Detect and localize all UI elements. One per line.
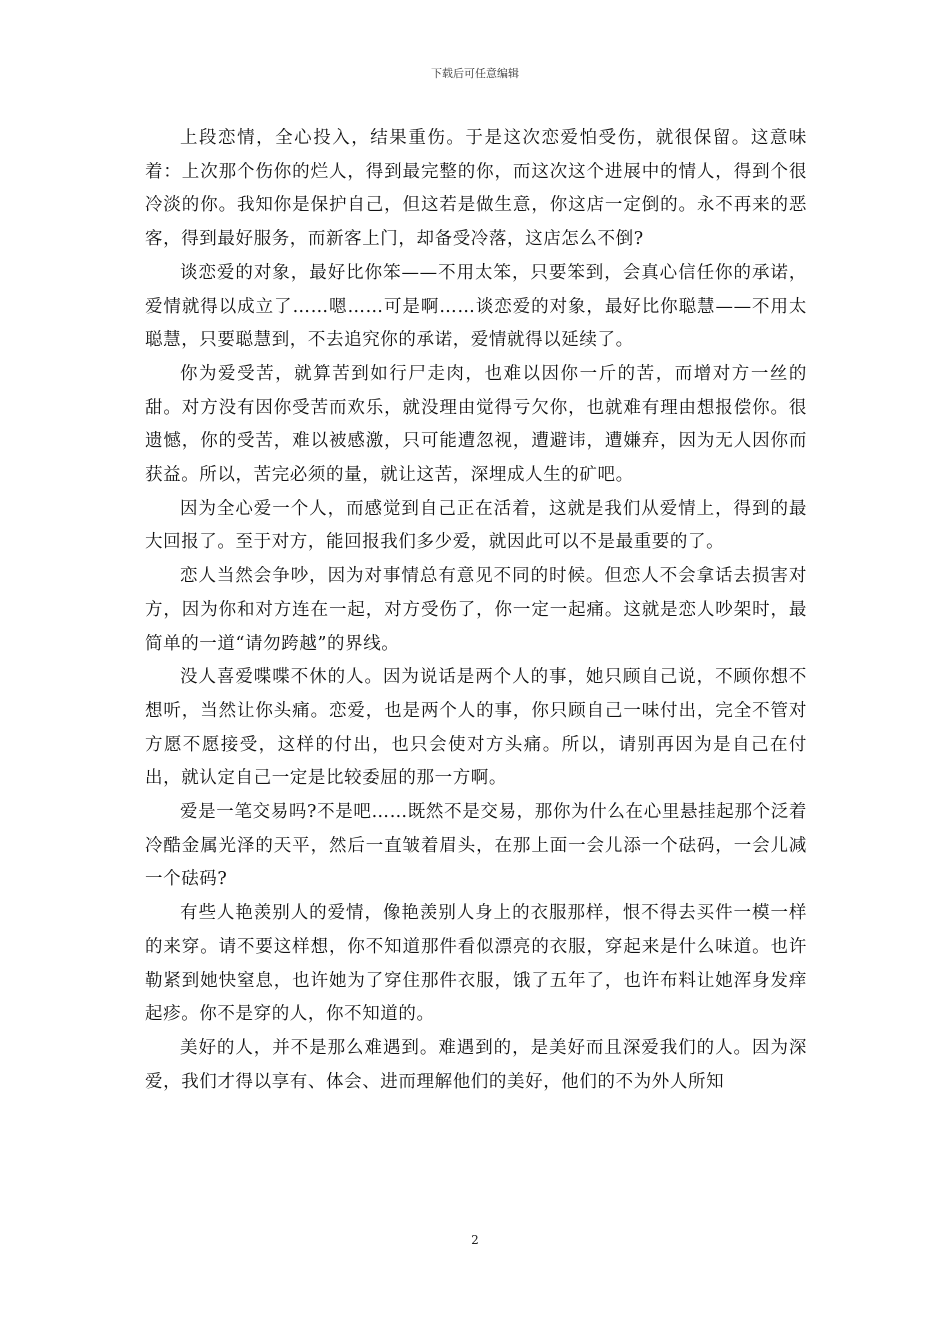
document-body: [145, 122, 807, 1099]
paragraph: 有些人艳羡别人的爱情，像艳羡别人身上的衣服那样，恨不得去买件一模一样的来穿。请不要这样想，你不知道那件看似漂亮的衣服，穿起来是什么味道。也许勒紧到她快窒息，也许她为了穿住那件衣服，饿了五年了，也许布料让她浑身发痒起疹。你不是穿的人，你不知道的。: [145, 903, 807, 1025]
paragraph: 你为爱受苦，就算苦到如行尸走肉，也难以因你一斤的苦，而增对方一丝的甜。对方没有因你受苦而欢乐，就没理由觉得亏欠你，也就难有理由想报偿你。很遗憾，你的受苦，难以被感激，只可能遭忽视，遭避讳，遭嫌弃，因为无人因你而获益。所以，苦完必须的量，就让这苦，深埋成人生的矿吧。: [145, 363, 807, 486]
paragraph: 爱是一笔交易吗?不是吧……既然不是交易，那你为什么在心里悬挂起那个泛着冷酷金属光泽的天平，然后一直皱着眉头，在那上面一会儿添一个砝码，一会儿减一个砝码?: [145, 802, 807, 890]
paragraph: 美好的人，并不是那么难遇到。难遇到的，是美好而且深爱我们的人。因为深爱，我们才得以享有、体会、进而理解他们的美好，他们的不为外人所知: [145, 1037, 807, 1092]
paragraph: 谈恋爱的对象，最好比你笨——不用太笨，只要笨到，会真心信任你的承诺，爱情就得以成立了……嗯……可是啊……谈恋爱的对象，最好比你聪慧——不用太聪慧，只要聪慧到，不去追究你的承诺，爱情就得以延续了。: [145, 262, 807, 351]
paragraph: 没人喜爱喋喋不休的人。因为说话是两个人的事，她只顾自己说，不顾你想不想听，当然让你头痛。恋爱，也是两个人的事，你只顾自己一味付出，完全不管对方愿不愿接受，这样的付出，也只会使对方头痛。所以，请别再因为是自己在付出，就认定自己一定是比较委屈的那一方啊。: [145, 667, 807, 789]
paragraph: 上段恋情，全心投入，结果重伤。于是这次恋爱怕受伤，就很保留。这意味着：上次那个伤你的烂人，得到最完整的你，而这次这个进展中的情人，得到个很冷淡的你。我知你是保护自己，但这若是做生意，你这店一定倒的。永不再来的恶客，得到最好服务，而新客上门，却备受冷落，这店怎么不倒?: [145, 128, 807, 250]
page-header: 下载后可任意编辑: [431, 67, 519, 80]
paragraph: 恋人当然会争吵，因为对事情总有意见不同的时候。但恋人不会拿话去损害对方，因为你和对方连在一起，对方受伤了，你一定一起痛。这就是恋人吵架时，最简单的一道“请勿跨越”的界线。: [145, 566, 807, 654]
page-number: 2: [471, 1233, 479, 1247]
paragraph: 因为全心爱一个人，而感觉到自己正在活着，这就是我们从爱情上，得到的最大回报了。至于对方，能回报我们多少爱，就因此可以不是最重要的了。: [145, 498, 807, 553]
